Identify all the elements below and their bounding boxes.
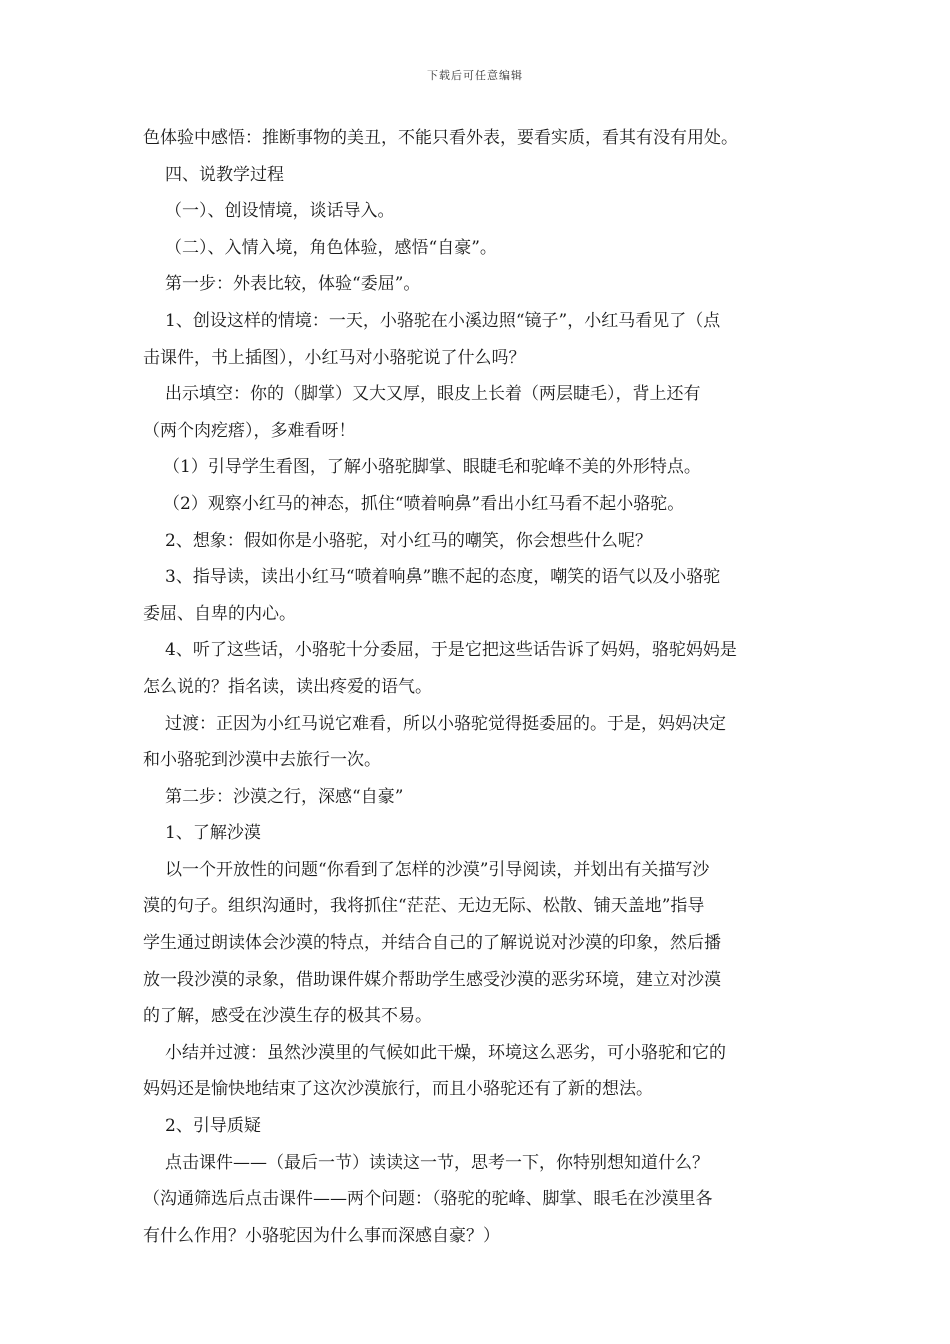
paragraph-line: 3、指导读，读出小红马“喷着响鼻”瞧不起的态度，嘲笑的语气以及小骆驼	[165, 567, 721, 588]
paragraph-line: 妈妈还是愉快地结束了这次沙漠旅行，而且小骆驼还有了新的想法。	[143, 1079, 653, 1100]
step-heading: 第二步：沙漠之行，深感“自豪”	[165, 786, 404, 807]
subsection-heading: （一）、创设情境，谈话导入。	[165, 201, 395, 222]
paragraph-line: 有什么作用？小骆驼因为什么事而深感自豪？）	[143, 1225, 500, 1246]
paragraph-line: 过渡：正因为小红马说它难看，所以小骆驼觉得挺委屈的。于是，妈妈决定	[165, 713, 726, 734]
subsection-heading: （二）、入情入境，角色体验，感悟“自豪”。	[165, 237, 497, 258]
paragraph-line: 点击课件——（最后一节）读读这一节，思考一下，你特别想知道什么？	[165, 1152, 709, 1173]
paragraph-line: （两个肉疙瘩），多难看呀！	[143, 420, 356, 441]
paragraph-line: 4、听了这些话，小骆驼十分委屈，于是它把这些话告诉了妈妈，骆驼妈妈是	[165, 640, 737, 661]
paragraph-line: 色体验中感悟：推断事物的美丑，不能只看外表，要看实质，看其有没有用处。	[143, 128, 738, 148]
paragraph-line: （沟通筛选后点击课件——两个问题：（骆驼的驼峰、脚掌、眼毛在沙漠里各	[143, 1189, 713, 1210]
document-body	[143, 120, 811, 1254]
page-header: 下载后可任意编辑	[427, 69, 523, 82]
paragraph-line: 以一个开放性的问题“你看到了怎样的沙漠”引导阅读，并划出有关描写沙	[165, 859, 710, 880]
paragraph-line: 漠的句子。组织沟通时，我将抓住“茫茫、无边无际、松散、铺天盖地”指导	[143, 896, 705, 917]
paragraph-line: （1）引导学生看图，了解小骆驼脚掌、眼睫毛和驼峰不美的外形特点。	[163, 457, 701, 478]
paragraph-line: 怎么说的？指名读，读出疼爱的语气。	[143, 676, 432, 697]
paragraph-line: 1、了解沙漠	[165, 823, 261, 844]
paragraph-line: 2、引导质疑	[165, 1116, 261, 1137]
paragraph-line: 和小骆驼到沙漠中去旅行一次。	[143, 750, 381, 771]
paragraph-line: 放一段沙漠的录象，借助课件媒介帮助学生感受沙漠的恶劣环境，建立对沙漠	[143, 969, 721, 990]
paragraph-line: （2）观察小红马的神态，抓住“喷着响鼻”看出小红马看不起小骆驼。	[163, 493, 685, 514]
paragraph-line: 委屈、自卑的内心。	[143, 603, 296, 624]
section-heading: 四、说教学过程	[165, 164, 284, 185]
paragraph-line: 的了解，感受在沙漠生存的极其不易。	[143, 1006, 432, 1027]
paragraph-line: 击课件，书上插图），小红马对小骆驼说了什么吗？	[143, 347, 526, 368]
paragraph-line: 学生通过朗读体会沙漠的特点，并结合自己的了解说说对沙漠的印象，然后播	[143, 933, 721, 954]
paragraph-line: 1、创设这样的情境：一天，小骆驼在小溪边照“镜子”，小红马看见了（点	[165, 310, 721, 331]
paragraph-line: 2、想象：假如你是小骆驼，对小红马的嘲笑，你会想些什么呢？	[165, 530, 652, 551]
paragraph-line: 出示填空：你的（脚掌）又大又厚，眼皮上长着（两层睫毛），背上还有	[165, 384, 701, 405]
paragraph-line: 小结并过渡：虽然沙漠里的气候如此干燥，环境这么恶劣，可小骆驼和它的	[165, 1042, 726, 1063]
step-heading: 第一步：外表比较，体验“委屈”。	[165, 274, 421, 295]
